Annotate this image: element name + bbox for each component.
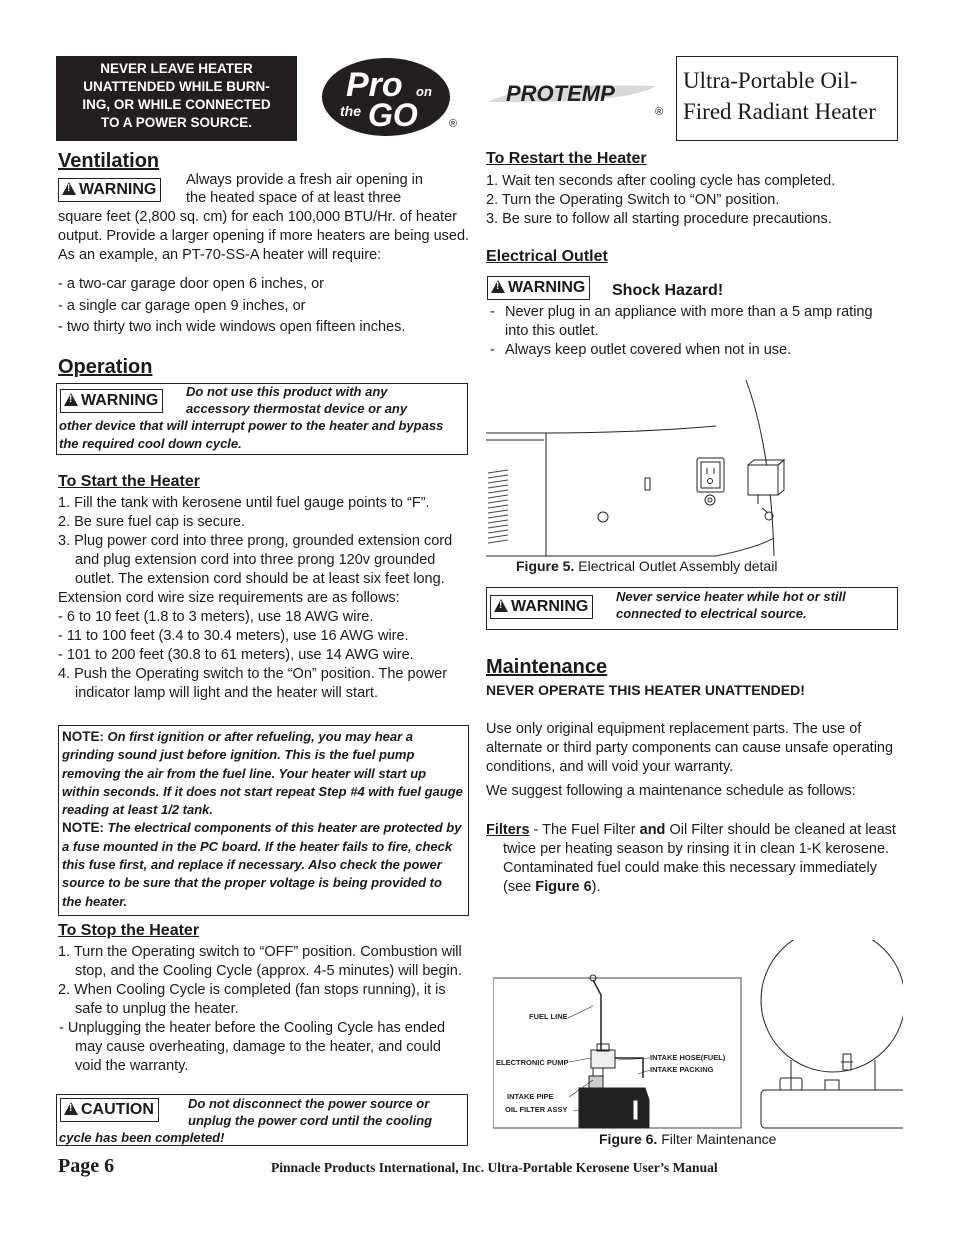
warning-triangle-icon xyxy=(491,280,505,293)
never-leave-notice: NEVER LEAVE HEATER UNATTENDED WHILE BURN- ING, OR WHILE CONNECTED TO A POWER SOURCE. xyxy=(56,56,297,141)
wire-item: - 6 to 10 feet (1.8 to 3 meters), use 18 AWG wire. xyxy=(58,609,374,625)
restart-step: 3. Be sure to follow all starting procedure precautions. xyxy=(486,211,832,227)
document-title: Ultra-Portable Oil- Fired Radiant Heater xyxy=(676,56,898,141)
ventilation-item: - a single car garage open 9 inches, or xyxy=(58,298,306,314)
stop-step: - Unplugging the heater before the Cooling Cycle has ended may cause overheating, damage to the heater, and could void the warranty. xyxy=(59,1020,446,1074)
wire-item: - 11 to 100 feet (3.4 to 30.4 meters), use 16 AWG wire. xyxy=(58,628,409,644)
operation-warning-text: other device that will interrupt power to the heater and bypass the required cool down cycle. xyxy=(59,418,444,451)
ventilation-item: - a two-car garage door open 6 inches, or xyxy=(58,276,324,292)
start-heading: To Start the Heater xyxy=(58,473,200,490)
never-operate-warning: NEVER OPERATE THIS HEATER UNATTENDED! xyxy=(486,682,805,698)
ventilation-text-line1: Always provide a fresh air opening in xyxy=(186,172,423,188)
warning-triangle-icon xyxy=(64,393,78,406)
note-1: NOTE: On first ignition or after refueling, you may hear a grinding sound just before ignition. This is the fuel pump removing the air from the fuel line. Your heater will start up within seconds. If it does not start repeat Step #4 with fuel gauge reading at least 1/2 tank. xyxy=(62,729,463,818)
svg-text:PROTEMP: PROTEMP xyxy=(506,81,615,106)
caution-text: cycle has been completed! xyxy=(59,1130,225,1145)
caution-label: !CAUTION xyxy=(60,1098,159,1122)
outlet-warning2-label: !WARNING xyxy=(490,595,593,619)
outlet-item: - Never plug in an appliance with more than a 5 amp rating into this outlet. xyxy=(490,304,873,339)
notes-box xyxy=(58,725,469,916)
svg-text:Pro: Pro xyxy=(346,66,403,104)
operation-heading: Operation xyxy=(58,356,153,378)
start-step: 1. Fill the tank with kerosene until fuel gauge points to “F”. xyxy=(58,495,430,511)
note-2: NOTE: The electrical components of this heater are protected by a fuse mounted in the PC board. If the heater fails to fire, check this fuse first, and replace if necessary. Also check the power source to be sure that the proper voltage is being provided to the heater. xyxy=(62,820,462,909)
wire-intro: Extension cord wire size requirements are as follows: xyxy=(58,590,400,606)
stop-steps xyxy=(48,943,468,1076)
maintenance-heading: Maintenance xyxy=(486,656,608,678)
logo-registered: ® xyxy=(449,118,458,130)
svg-text:OIL FILTER ASSY: OIL FILTER ASSY xyxy=(505,1105,568,1114)
outlet-warning2-line1: Never service heater while hot or still xyxy=(616,589,846,604)
page-number: Page 6 xyxy=(58,1155,115,1177)
protemp-logo xyxy=(486,80,666,112)
ventilation-text-line2: the heated space of at least three xyxy=(186,190,402,206)
ventilation-text: square feet (2,800 sq. cm) for each 100,000 BTU/Hr. of heater output. Provide a larger opening if more heaters are being used. As an example, an PT-70-SS-A heater will require: xyxy=(58,209,470,263)
outlet-warning-label: !WARNING xyxy=(487,276,590,300)
start-step: 4. Push the Operating switch to the “On” position. The power indicator lamp will light and the heater will start. xyxy=(58,666,448,701)
restart-step: 1. Wait ten seconds after cooling cycle has completed. xyxy=(486,173,836,189)
restart-step: 2. Turn the Operating Switch to “ON” position. xyxy=(486,192,780,208)
svg-text:INTAKE PIPE: INTAKE PIPE xyxy=(507,1092,554,1101)
outlet-warning2-line2: connected to electrical source. xyxy=(616,606,807,621)
stop-step: 2. When Cooling Cycle is completed (fan stops running), it is safe to unplug the heater. xyxy=(58,982,446,1017)
filters-paragraph: Filters - The Fuel Filter and Oil Filter should be cleaned at least twice per heating season by rinsing it in clean 1-K kerosene. Contaminated fuel could make this necessary immediately (see Figure 6). xyxy=(486,822,896,895)
start-step: 2. Be sure fuel cap is secure. xyxy=(58,514,245,530)
ventilation-heading: Ventilation xyxy=(58,150,160,172)
figure-6-caption: Figure 6. Filter Maintenance xyxy=(599,1131,777,1147)
operation-warning-line2: accessory thermostat device or any xyxy=(186,401,408,416)
ventilation-warning-label: !WARNING xyxy=(58,178,161,202)
svg-text:on: on xyxy=(416,84,432,99)
stop-step: 1. Turn the Operating switch to “OFF” position. Combustion will stop, and the Cooling Cycle (approx. 4-5 minutes) will begin. xyxy=(58,944,462,979)
pro-on-the-go-logo xyxy=(320,56,460,138)
outlet-items xyxy=(490,303,890,360)
svg-text:INTAKE PACKING: INTAKE PACKING xyxy=(650,1065,714,1074)
svg-text:FUEL LINE: FUEL LINE xyxy=(529,1012,568,1021)
warning-triangle-icon xyxy=(62,182,76,195)
shock-hazard: Shock Hazard! xyxy=(612,282,724,299)
figure-6-filter-diagram xyxy=(493,940,903,1134)
wire-item: - 101 to 200 feet (30.8 to 61 meters), use 14 AWG wire. xyxy=(58,647,414,663)
operation-warning-line1: Do not use this product with any xyxy=(186,384,388,399)
caution-line2: unplug the power cord until the cooling xyxy=(188,1113,433,1128)
operation-warning-label: !WARNING xyxy=(60,389,163,413)
caution-line1: Do not disconnect the power source or xyxy=(188,1096,430,1111)
ventilation-item: - two thirty two inch wide windows open fifteen inches. xyxy=(58,319,406,335)
warning-triangle-icon xyxy=(494,599,508,612)
footer-manual-title: Pinnacle Products International, Inc. Ultra-Portable Kerosene User’s Manual xyxy=(271,1160,718,1175)
figure-5-caption: Figure 5. Electrical Outlet Assembly detail xyxy=(516,558,778,574)
warning-triangle-icon xyxy=(64,1102,78,1115)
svg-text:GO: GO xyxy=(368,97,418,133)
figure-5-outlet-diagram xyxy=(486,378,786,562)
start-step: 3. Plug power cord into three prong, grounded extension cord and plug extension cord into three prong 120v grounded outlet. The extension cord should be at least six feet long. xyxy=(58,533,453,587)
brand-registered: ® xyxy=(655,106,664,118)
maintenance-p1: Use only original equipment replacement parts. The use of alternate or third party components can cause unsafe operating conditions, and will void your warranty. xyxy=(486,721,894,775)
outlet-heading: Electrical Outlet xyxy=(486,248,608,265)
outlet-item: - Always keep outlet covered when not in use. xyxy=(490,342,792,358)
stop-heading: To Stop the Heater xyxy=(58,922,200,939)
svg-text:the: the xyxy=(340,103,361,119)
maintenance-p2: We suggest following a maintenance schedule as follows: xyxy=(486,783,856,799)
restart-heading: To Restart the Heater xyxy=(486,150,647,167)
start-steps xyxy=(58,494,468,703)
svg-text:ELECTRONIC PUMP: ELECTRONIC PUMP xyxy=(496,1058,569,1067)
restart-steps xyxy=(486,172,835,229)
svg-text:INTAKE HOSE(FUEL): INTAKE HOSE(FUEL) xyxy=(650,1053,726,1062)
